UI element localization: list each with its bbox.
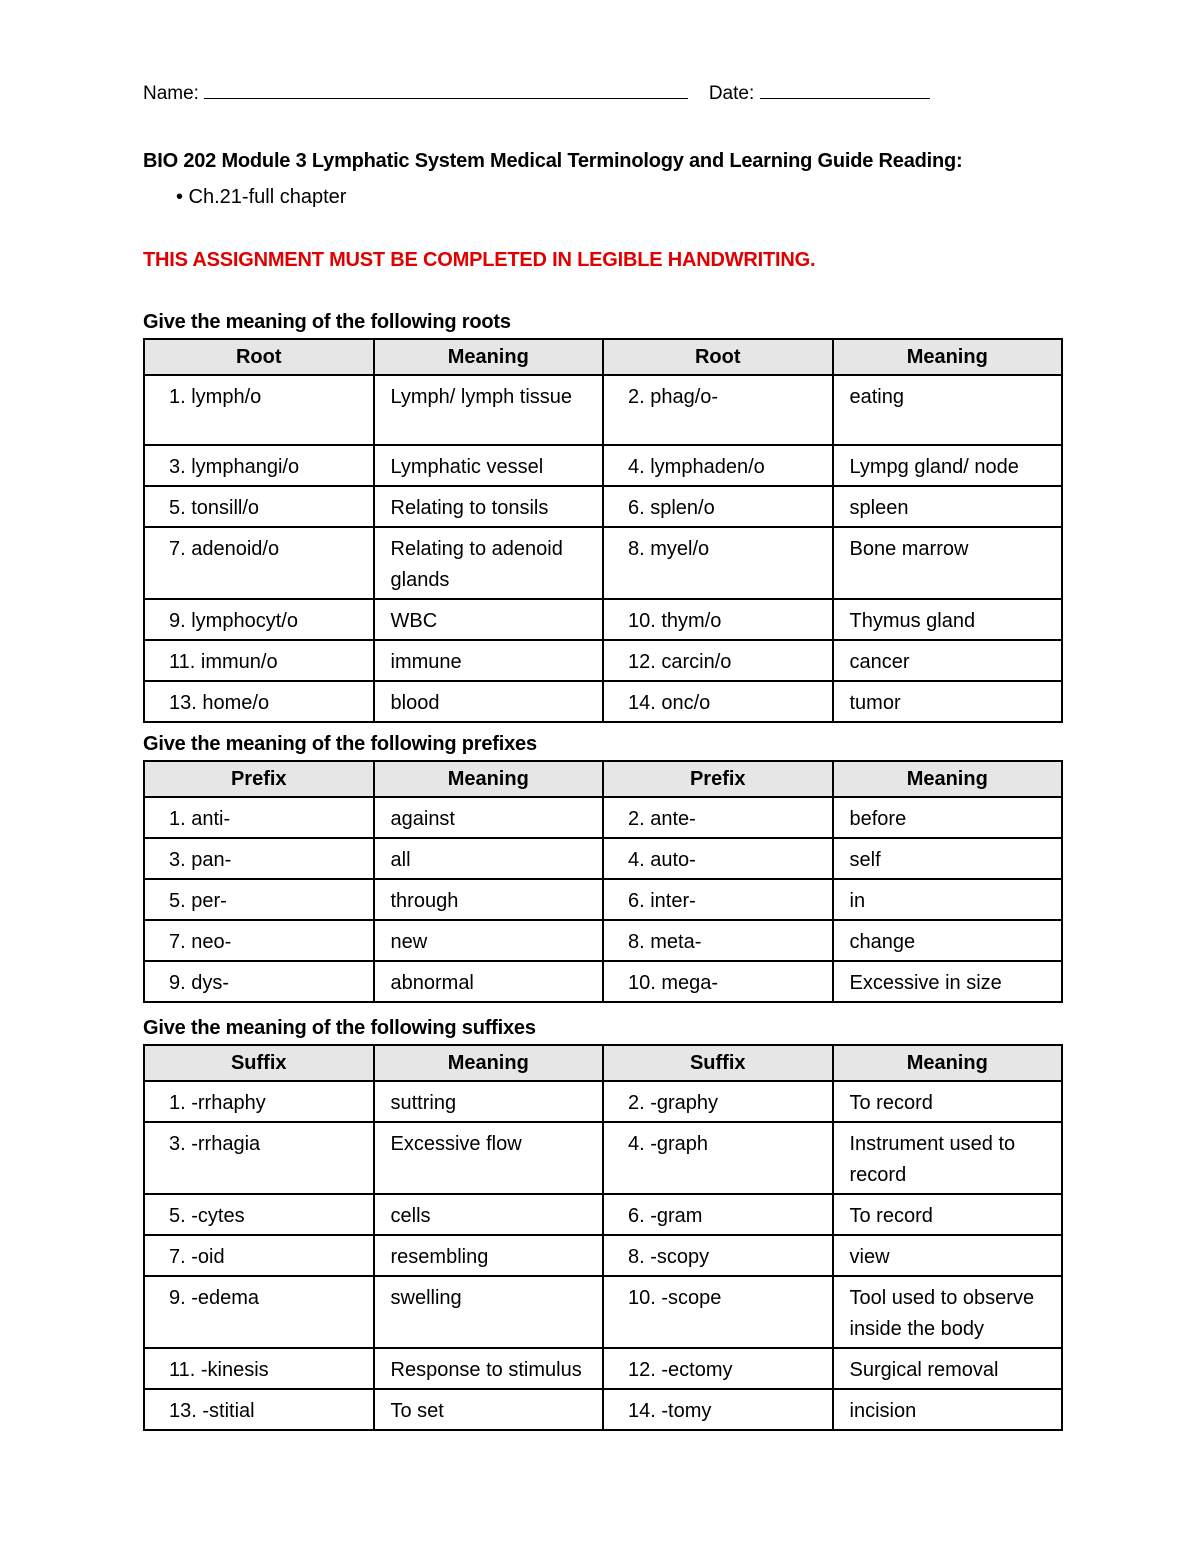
suffixes-table — [143, 1044, 1063, 1431]
term-cell: 5. per- — [144, 879, 374, 920]
meaning-cell: suttring — [374, 1081, 604, 1122]
table-row — [144, 1194, 1062, 1235]
page-title: BIO 202 Module 3 Lymphatic System Medical Terminology and Learning Guide Reading: — [143, 150, 963, 172]
prefixes-table — [143, 760, 1063, 1003]
table-row — [144, 1081, 1062, 1122]
meaning-cell: spleen — [833, 486, 1063, 527]
term-cell: 12. carcin/o — [603, 640, 833, 681]
term-cell: 9. lymphocyt/o — [144, 599, 374, 640]
meaning-cell: WBC — [374, 599, 604, 640]
meaning-cell: eating — [833, 375, 1063, 445]
column-header: Root — [144, 339, 374, 375]
table-row — [144, 640, 1062, 681]
meaning-cell: Relating to tonsils — [374, 486, 604, 527]
meaning-cell: Lymphatic vessel — [374, 445, 604, 486]
column-header: Root — [603, 339, 833, 375]
term-cell: 10. -scope — [603, 1276, 833, 1348]
meaning-cell: swelling — [374, 1276, 604, 1348]
table-row — [144, 920, 1062, 961]
table-header-row — [144, 339, 1062, 375]
term-cell: 11. -kinesis — [144, 1348, 374, 1389]
table-row — [144, 961, 1062, 1002]
meaning-cell: change — [833, 920, 1063, 961]
term-cell: 9. dys- — [144, 961, 374, 1002]
term-cell: 6. inter- — [603, 879, 833, 920]
table-header-row — [144, 1045, 1062, 1081]
meaning-cell: self — [833, 838, 1063, 879]
meaning-cell: To record — [833, 1194, 1063, 1235]
reading-item: • Ch.21-full chapter — [176, 186, 347, 208]
meaning-cell: Relating to adenoid glands — [374, 527, 604, 599]
column-header: Suffix — [603, 1045, 833, 1081]
meaning-cell: immune — [374, 640, 604, 681]
meaning-cell: Response to stimulus — [374, 1348, 604, 1389]
handwriting-notice: THIS ASSIGNMENT MUST BE COMPLETED IN LEGIBLE HANDWRITING. — [143, 249, 816, 271]
meaning-cell: To set — [374, 1389, 604, 1430]
term-cell: 3. lymphangi/o — [144, 445, 374, 486]
term-cell: 8. meta- — [603, 920, 833, 961]
term-cell: 5. -cytes — [144, 1194, 374, 1235]
column-header: Meaning — [833, 761, 1063, 797]
term-cell: 8. -scopy — [603, 1235, 833, 1276]
table-header-row — [144, 761, 1062, 797]
term-cell: 7. neo- — [144, 920, 374, 961]
name-label: Name: — [143, 83, 199, 104]
column-header: Meaning — [374, 1045, 604, 1081]
meaning-cell: Excessive in size — [833, 961, 1063, 1002]
term-cell: 7. adenoid/o — [144, 527, 374, 599]
meaning-cell: against — [374, 797, 604, 838]
term-cell: 7. -oid — [144, 1235, 374, 1276]
term-cell: 11. immun/o — [144, 640, 374, 681]
table-row — [144, 879, 1062, 920]
meaning-cell: through — [374, 879, 604, 920]
meaning-cell: Lymph/ lymph tissue — [374, 375, 604, 445]
table-row — [144, 1276, 1062, 1348]
table-row — [144, 375, 1062, 445]
meaning-cell: view — [833, 1235, 1063, 1276]
table-row — [144, 838, 1062, 879]
meaning-cell: in — [833, 879, 1063, 920]
table-row — [144, 527, 1062, 599]
meaning-cell: blood — [374, 681, 604, 722]
column-header: Prefix — [144, 761, 374, 797]
column-header: Meaning — [374, 339, 604, 375]
term-cell: 6. -gram — [603, 1194, 833, 1235]
term-cell: 5. tonsill/o — [144, 486, 374, 527]
term-cell: 1. anti- — [144, 797, 374, 838]
column-header: Prefix — [603, 761, 833, 797]
term-cell: 10. thym/o — [603, 599, 833, 640]
term-cell: 3. -rrhagia — [144, 1122, 374, 1194]
date-blank — [760, 80, 930, 99]
term-cell: 1. lymph/o — [144, 375, 374, 445]
table-row — [144, 1348, 1062, 1389]
column-header: Suffix — [144, 1045, 374, 1081]
meaning-cell: abnormal — [374, 961, 604, 1002]
term-cell: 14. onc/o — [603, 681, 833, 722]
meaning-cell: resembling — [374, 1235, 604, 1276]
meaning-cell: Lympg gland/ node — [833, 445, 1063, 486]
meaning-cell: To record — [833, 1081, 1063, 1122]
term-cell: 14. -tomy — [603, 1389, 833, 1430]
meaning-cell: tumor — [833, 681, 1063, 722]
meaning-cell: all — [374, 838, 604, 879]
column-header: Meaning — [374, 761, 604, 797]
roots-table — [143, 338, 1063, 723]
term-cell: 9. -edema — [144, 1276, 374, 1348]
column-header: Meaning — [833, 1045, 1063, 1081]
table-row — [144, 1122, 1062, 1194]
term-cell: 2. -graphy — [603, 1081, 833, 1122]
table-row — [144, 486, 1062, 527]
term-cell: 13. -stitial — [144, 1389, 374, 1430]
term-cell: 10. mega- — [603, 961, 833, 1002]
meaning-cell: Instrument used to record — [833, 1122, 1063, 1194]
column-header: Meaning — [833, 339, 1063, 375]
meaning-cell: new — [374, 920, 604, 961]
meaning-cell: before — [833, 797, 1063, 838]
term-cell: 4. auto- — [603, 838, 833, 879]
table-row — [144, 797, 1062, 838]
term-cell: 4. lymphaden/o — [603, 445, 833, 486]
term-cell: 4. -graph — [603, 1122, 833, 1194]
term-cell: 8. myel/o — [603, 527, 833, 599]
suffixes-section-title: Give the meaning of the following suffixes — [143, 1017, 536, 1039]
meaning-cell: incision — [833, 1389, 1063, 1430]
meaning-cell: Excessive flow — [374, 1122, 604, 1194]
name-blank — [204, 80, 688, 99]
table-row — [144, 681, 1062, 722]
meaning-cell: Surgical removal — [833, 1348, 1063, 1389]
meaning-cell: Tool used to observe inside the body — [833, 1276, 1063, 1348]
term-cell: 12. -ectomy — [603, 1348, 833, 1389]
roots-section-title: Give the meaning of the following roots — [143, 311, 511, 333]
prefixes-section-title: Give the meaning of the following prefixes — [143, 733, 537, 755]
meaning-cell: Thymus gland — [833, 599, 1063, 640]
table-row — [144, 445, 1062, 486]
table-row — [144, 1235, 1062, 1276]
term-cell: 6. splen/o — [603, 486, 833, 527]
term-cell: 13. home/o — [144, 681, 374, 722]
term-cell: 1. -rrhaphy — [144, 1081, 374, 1122]
term-cell: 3. pan- — [144, 838, 374, 879]
term-cell: 2. ante- — [603, 797, 833, 838]
table-row — [144, 599, 1062, 640]
header-line — [143, 80, 930, 105]
meaning-cell: Bone marrow — [833, 527, 1063, 599]
table-row — [144, 1389, 1062, 1430]
term-cell: 2. phag/o- — [603, 375, 833, 445]
meaning-cell: cells — [374, 1194, 604, 1235]
meaning-cell: cancer — [833, 640, 1063, 681]
date-label: Date: — [708, 83, 755, 104]
